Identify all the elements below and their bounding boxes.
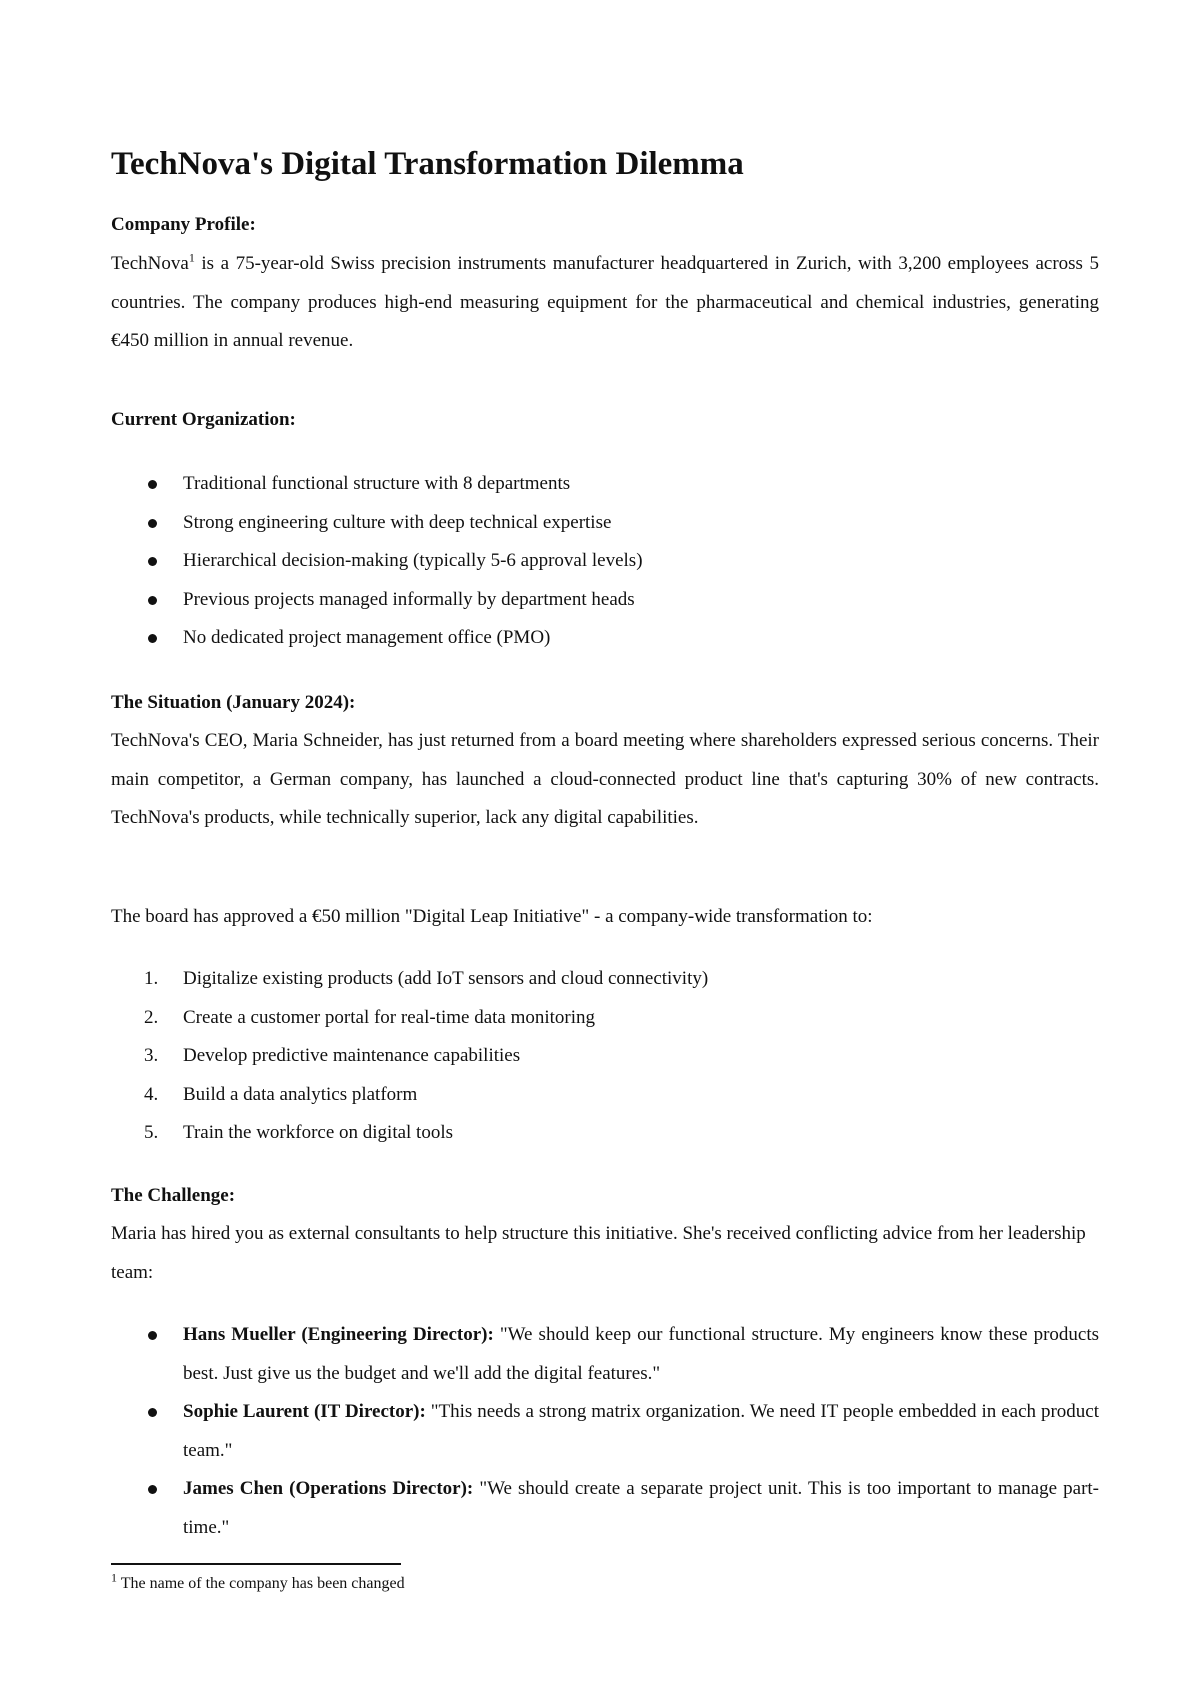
list-item: 3. Develop predictive maintenance capabilities bbox=[144, 1045, 521, 1066]
bullet-icon bbox=[148, 557, 157, 566]
current-organization-heading: Current Organization: bbox=[111, 409, 296, 430]
footnote-reference[interactable]: 1 bbox=[188, 250, 195, 265]
list-item: Hierarchical decision-making (typically 5-6 approval levels) bbox=[111, 542, 1099, 581]
footnote bbox=[111, 1570, 405, 1595]
speaker-name: Sophie Laurent (IT Director): bbox=[183, 1401, 426, 1422]
bullet-icon bbox=[148, 1331, 157, 1340]
list-item: No dedicated project management office (PMO) bbox=[111, 619, 1099, 658]
footnote-divider bbox=[111, 1563, 401, 1565]
list-item bbox=[111, 1316, 1099, 1393]
document-title: TechNova's Digital Transformation Dilemma bbox=[111, 146, 744, 182]
list-item bbox=[111, 1393, 1099, 1470]
company-profile-paragraph bbox=[111, 245, 1099, 361]
leadership-quotes-list bbox=[111, 1316, 1099, 1547]
company-profile-text: is a 75-year-old Swiss precision instruments manufacturer headquartered in Zurich, with 3,200 employees across 5 countries. The company produces high-end measuring equipment for the pharmaceutical and chemical industries, generating €450 million in annual revenue. bbox=[111, 253, 1099, 351]
list-item: Traditional functional structure with 8 departments bbox=[111, 465, 1099, 504]
current-organization-list bbox=[111, 465, 1099, 658]
list-item: 1. Digitalize existing products (add IoT sensors and cloud connectivity) bbox=[144, 968, 709, 989]
list-item bbox=[111, 1470, 1099, 1547]
bullet-icon bbox=[148, 596, 157, 605]
speaker-quote: "This needs a strong matrix organization. We need IT people embedded in each product team." bbox=[183, 1401, 1099, 1461]
speaker-quote: "We should keep our functional structure. My engineers know these products best. Just give us the budget and we'll add the digital features." bbox=[183, 1324, 1100, 1384]
list-item: 5. Train the workforce on digital tools bbox=[144, 1122, 454, 1143]
list-item: 4. Build a data analytics platform bbox=[144, 1083, 418, 1105]
initiative-goals-list bbox=[111, 960, 1099, 1153]
situation-paragraph: TechNova's CEO, Maria Schneider, has just returned from a board meeting where shareholders expressed serious concerns. Their main competitor, a German company, has launched a cloud-connected product line that's capturing 30% of new contracts. TechNova's products, while technically superior, lack any digital capabilities. bbox=[111, 730, 1099, 828]
company-name: TechNova bbox=[111, 253, 189, 274]
speaker-name: Hans Mueller (Engineering Director): bbox=[183, 1324, 494, 1345]
board-approval-paragraph: The board has approved a €50 million "Digital Leap Initiative" - a company-wide transformation to: bbox=[111, 906, 873, 927]
footnote-text: The name of the company has been changed bbox=[117, 1575, 405, 1592]
company-profile-heading: Company Profile: bbox=[111, 214, 256, 235]
situation-heading: The Situation (January 2024): bbox=[111, 692, 356, 713]
speaker-name: James Chen (Operations Director): bbox=[183, 1478, 474, 1499]
bullet-icon bbox=[148, 634, 157, 643]
challenge-heading: The Challenge: bbox=[111, 1185, 236, 1206]
speaker-quote: "We should create a separate project unit. This is too important to manage part-time." bbox=[183, 1478, 1099, 1538]
bullet-icon bbox=[148, 519, 157, 528]
bullet-icon bbox=[148, 1408, 157, 1417]
footnote-mark: 1 bbox=[111, 1570, 117, 1585]
bullet-icon bbox=[148, 480, 157, 489]
list-item: Strong engineering culture with deep technical expertise bbox=[111, 504, 1099, 543]
bullet-icon bbox=[148, 1485, 157, 1494]
challenge-paragraph: Maria has hired you as external consultants to help structure this initiative. She's received conflicting advice from her leadership team: bbox=[111, 1223, 1086, 1283]
list-item: 2. Create a customer portal for real-time data monitoring bbox=[144, 1006, 596, 1028]
list-item: Previous projects managed informally by department heads bbox=[111, 581, 1099, 620]
